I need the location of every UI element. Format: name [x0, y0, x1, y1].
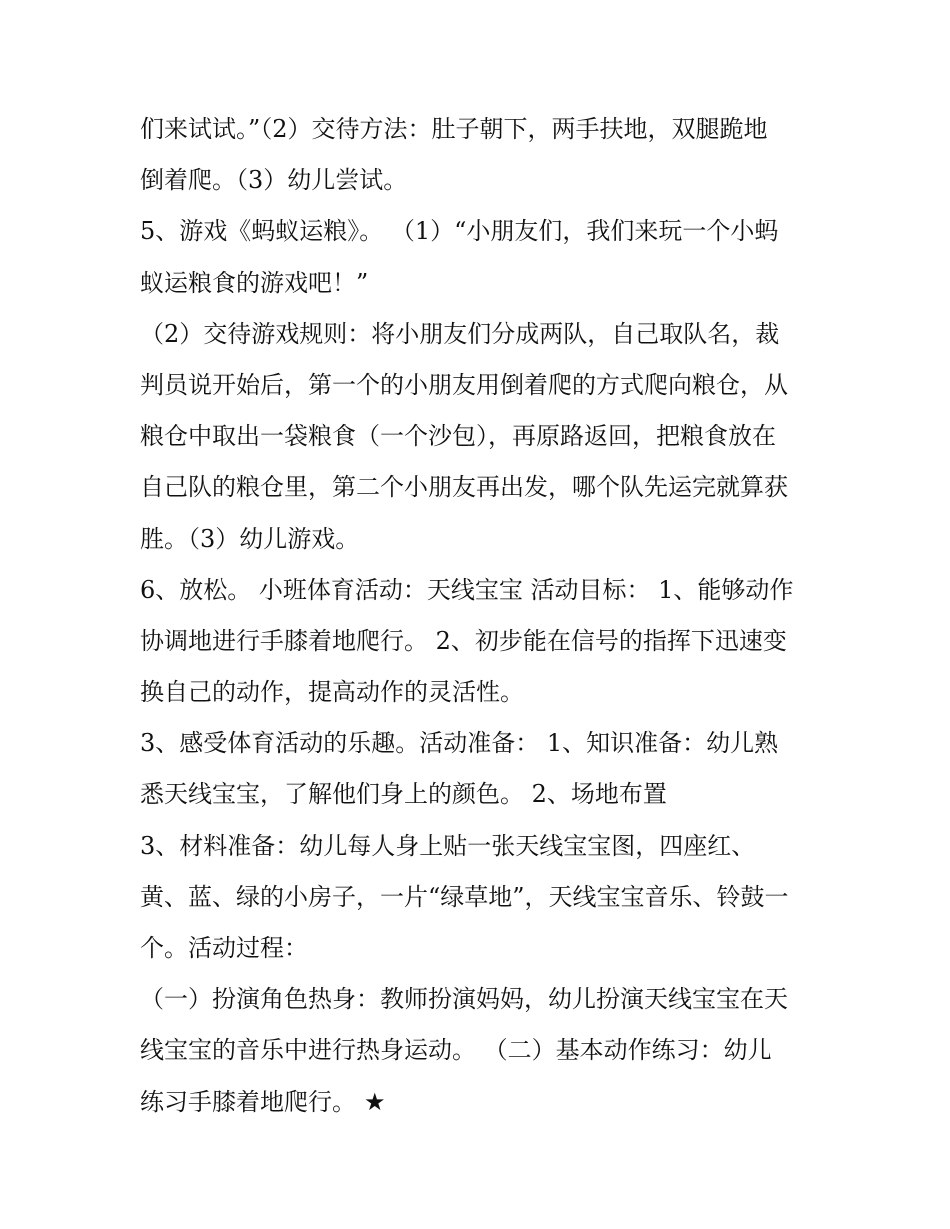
text-line-2: 倒着爬。（3）幼儿尝试。 — [140, 166, 408, 195]
text-line-9: 胜。（3）幼儿游戏。 — [140, 524, 360, 553]
text-line-5: （2）交待游戏规则：将小朋友们分成两队，自己取队名，裁 — [140, 319, 780, 348]
text-line-12: 换自己的动作，提高动作的灵活性。 — [140, 678, 524, 707]
star-icon: ★ — [364, 1087, 386, 1116]
text-line-18: （一）扮演角色热身：教师扮演妈妈，幼儿扮演天线宝宝在天 — [140, 985, 788, 1014]
text-line-10: 6、放松。 小班体育活动：天线宝宝 活动目标： 1、能够动作 — [140, 575, 794, 604]
text-line-16: 黄、蓝、绿的小房子，一片“绿草地”，天线宝宝音乐、铃鼓一 — [140, 882, 789, 911]
text-line-7: 粮仓中取出一袋粮食（一个沙包），再原路返回，把粮食放在 — [140, 422, 776, 451]
text-line-8: 自己队的粮仓里，第二个小朋友再出发，哪个队先运完就算获 — [140, 473, 788, 502]
text-line-11: 协调地进行手膝着地爬行。 2、初步能在信号的指挥下迅速变 — [140, 626, 787, 655]
text-line-4: 蚁运粮食的游戏吧！” — [140, 268, 369, 297]
text-line-14: 悉天线宝宝，了解他们身上的颜色。 2、场地布置 — [140, 780, 667, 809]
text-line-17: 个。活动过程： — [140, 934, 308, 962]
text-line-19: 线宝宝的音乐中进行热身运动。 （二）基本动作练习：幼儿 — [140, 1036, 772, 1065]
text-line-3: 5、游戏《蚂蚁运粮》。 （1）“小朋友们，我们来玩一个小蚂 — [140, 217, 779, 246]
text-line-20 — [140, 1077, 820, 1128]
text-line-6: 判员说开始后，第一个的小朋友用倒着爬的方式爬向粮仓，从 — [140, 370, 788, 399]
text-line-1: 们来试试。”（2）交待方法：肚子朝下，两手扶地，双腿跪地 — [140, 115, 768, 143]
text-line-20-content: 练习手膝着地爬行。 — [140, 1087, 356, 1116]
body-text — [140, 104, 820, 1128]
text-line-13: 3、感受体育活动的乐趣。活动准备： 1、知识准备：幼儿熟 — [140, 729, 779, 758]
text-line-15: 3、材料准备：幼儿每人身上贴一张天线宝宝图，四座红、 — [140, 831, 756, 860]
